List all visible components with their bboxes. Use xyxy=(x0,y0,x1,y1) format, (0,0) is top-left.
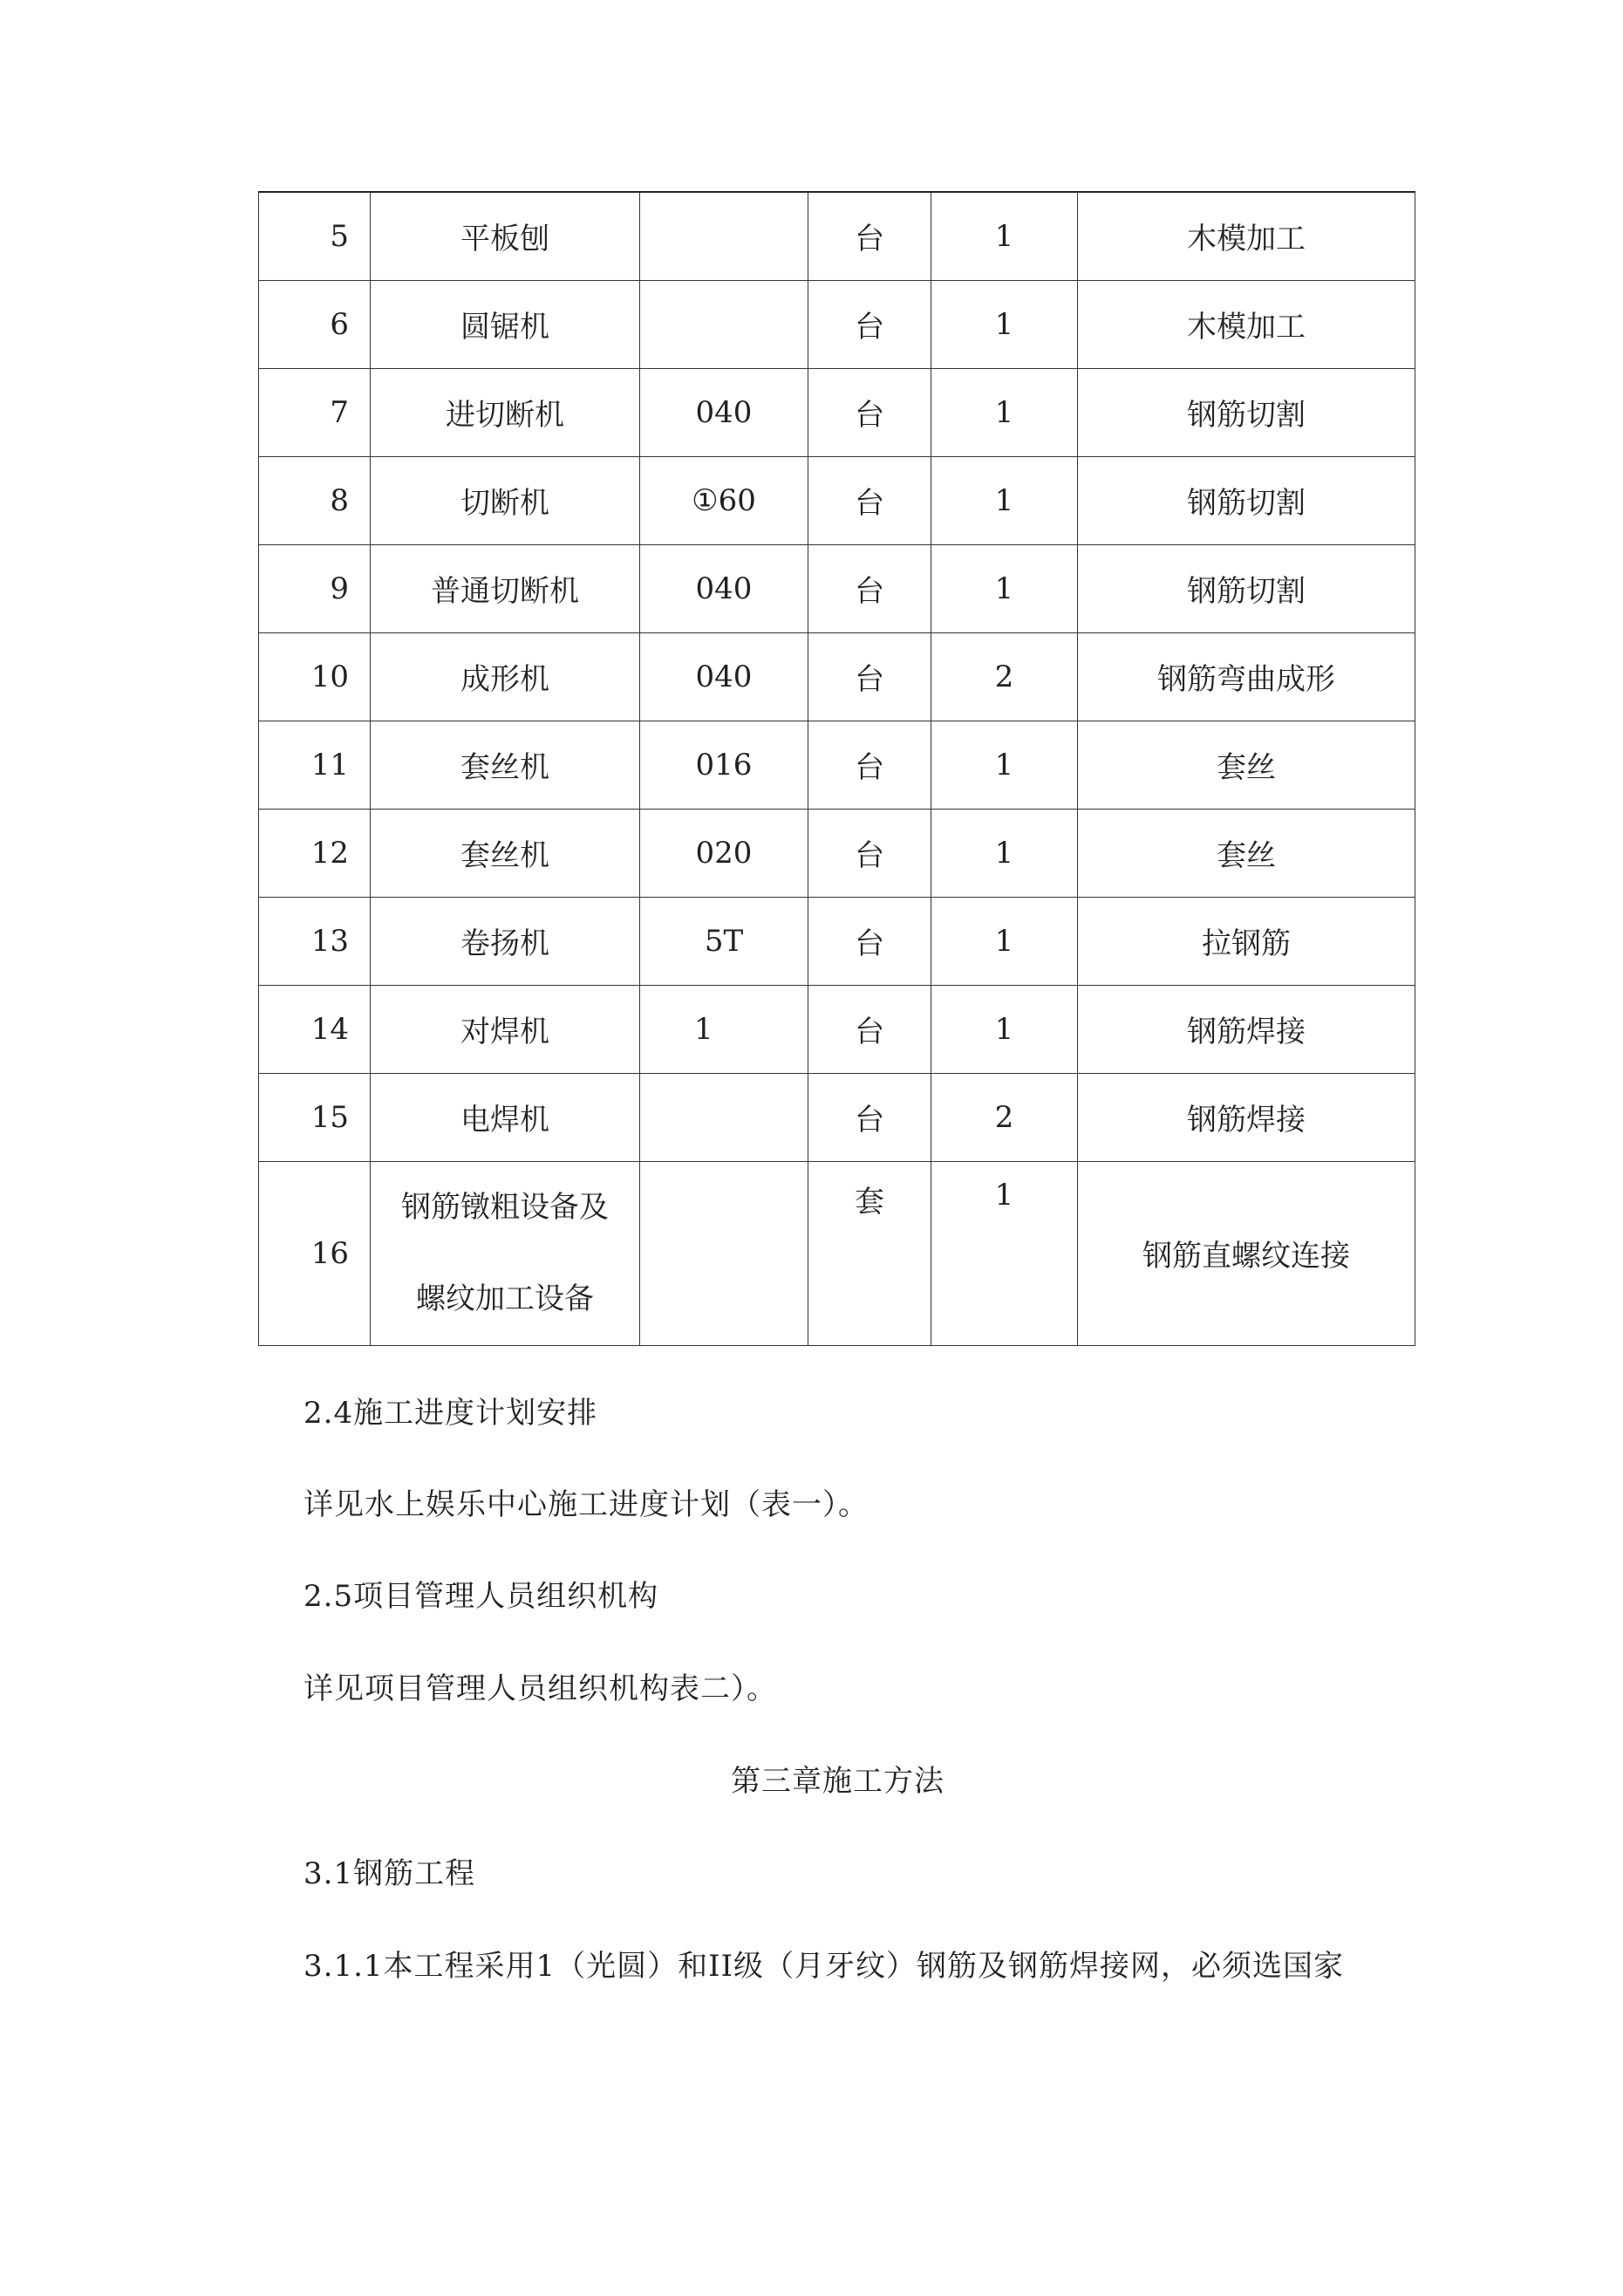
equipment-spec: 040 xyxy=(640,632,808,721)
table-row xyxy=(259,456,1415,544)
row-number: 9 xyxy=(259,544,371,632)
equipment-table-body xyxy=(259,192,1415,1345)
equipment-name: 成形机 xyxy=(371,632,640,721)
row-number: 12 xyxy=(259,809,371,897)
equipment-qty: 1 xyxy=(931,985,1078,1073)
equipment-name-line: 螺纹加工设备 xyxy=(416,1281,594,1316)
equipment-name: 普通切断机 xyxy=(371,544,640,632)
equipment-name: 圆锯机 xyxy=(371,280,640,368)
equipment-use: 钢筋焊接 xyxy=(1078,985,1415,1073)
equipment-use: 木模加工 xyxy=(1078,192,1415,280)
equipment-name-line: 钢筋镦粗设备及 xyxy=(401,1189,609,1225)
equipment-use: 木模加工 xyxy=(1078,280,1415,368)
equipment-name xyxy=(371,1161,640,1345)
table-row xyxy=(259,544,1415,632)
row-number: 8 xyxy=(259,456,371,544)
equipment-qty: 1 xyxy=(931,1161,1078,1345)
row-number: 11 xyxy=(259,721,371,809)
equipment-spec xyxy=(640,1161,808,1345)
equipment-spec: 016 xyxy=(640,721,808,809)
equipment-spec xyxy=(640,280,808,368)
equipment-spec: 1 xyxy=(640,985,808,1073)
equipment-use: 钢筋切割 xyxy=(1078,456,1415,544)
paragraph-3-1-1: 3.1.1本工程采用1（光圆）和II级（月牙纹）钢筋及钢筋焊接网，必须选国家 xyxy=(303,1949,1345,1984)
equipment-spec: 040 xyxy=(640,544,808,632)
table-row xyxy=(259,809,1415,897)
paragraph-2-4: 详见水上娱乐中心施工进度计划（表一）。 xyxy=(303,1487,869,1522)
table-row xyxy=(259,721,1415,809)
equipment-unit: 台 xyxy=(808,192,931,280)
equipment-name: 平板刨 xyxy=(371,192,640,280)
equipment-use: 拉钢筋 xyxy=(1078,897,1415,985)
equipment-unit: 台 xyxy=(808,632,931,721)
row-number: 7 xyxy=(259,368,371,456)
equipment-qty: 1 xyxy=(931,456,1078,544)
equipment-name: 对焊机 xyxy=(371,985,640,1073)
equipment-use: 钢筋焊接 xyxy=(1078,1073,1415,1161)
row-number: 15 xyxy=(259,1073,371,1161)
equipment-unit: 台 xyxy=(808,544,931,632)
table-row xyxy=(259,192,1415,280)
equipment-name: 套丝机 xyxy=(371,721,640,809)
equipment-qty: 1 xyxy=(931,280,1078,368)
equipment-spec: 040 xyxy=(640,368,808,456)
equipment-unit: 台 xyxy=(808,456,931,544)
table-row xyxy=(259,985,1415,1073)
equipment-qty: 1 xyxy=(931,544,1078,632)
equipment-use: 钢筋切割 xyxy=(1078,368,1415,456)
equipment-qty: 1 xyxy=(931,897,1078,985)
table-row xyxy=(259,368,1415,456)
equipment-use: 钢筋切割 xyxy=(1078,544,1415,632)
row-number: 10 xyxy=(259,632,371,721)
equipment-use: 钢筋弯曲成形 xyxy=(1078,632,1415,721)
equipment-name: 套丝机 xyxy=(371,809,640,897)
table-row xyxy=(259,632,1415,721)
equipment-table xyxy=(258,191,1415,1346)
row-number: 6 xyxy=(259,280,371,368)
equipment-unit: 台 xyxy=(808,1073,931,1161)
equipment-unit: 台 xyxy=(808,985,931,1073)
equipment-qty: 2 xyxy=(931,1073,1078,1161)
table-row xyxy=(259,1161,1415,1345)
row-number: 14 xyxy=(259,985,371,1073)
equipment-unit: 台 xyxy=(808,809,931,897)
equipment-name: 电焊机 xyxy=(371,1073,640,1161)
equipment-name: 切断机 xyxy=(371,456,640,544)
paragraph-2-5: 详见项目管理人员组织机构表二）。 xyxy=(303,1671,777,1706)
table-row xyxy=(259,280,1415,368)
equipment-qty: 1 xyxy=(931,721,1078,809)
row-number: 16 xyxy=(259,1161,371,1345)
equipment-use: 钢筋直螺纹连接 xyxy=(1078,1161,1415,1345)
table-row xyxy=(259,897,1415,985)
equipment-spec: 5T xyxy=(640,897,808,985)
equipment-unit: 台 xyxy=(808,368,931,456)
row-number: 13 xyxy=(259,897,371,985)
equipment-use: 套丝 xyxy=(1078,721,1415,809)
chapter-title: 第三章施工方法 xyxy=(731,1764,944,1799)
section-heading-3-1: 3.1钢筋工程 xyxy=(303,1856,476,1891)
equipment-spec xyxy=(640,1073,808,1161)
equipment-unit: 套 xyxy=(808,1161,931,1345)
equipment-unit: 台 xyxy=(808,280,931,368)
equipment-name: 进切断机 xyxy=(371,368,640,456)
section-heading-2-5: 2.5项目管理人员组织机构 xyxy=(303,1579,659,1614)
section-heading-2-4: 2.4施工进度计划安排 xyxy=(303,1396,598,1431)
equipment-name: 卷扬机 xyxy=(371,897,640,985)
equipment-unit: 台 xyxy=(808,721,931,809)
equipment-spec: ①60 xyxy=(640,456,808,544)
equipment-qty: 1 xyxy=(931,192,1078,280)
equipment-unit: 台 xyxy=(808,897,931,985)
equipment-qty: 1 xyxy=(931,368,1078,456)
equipment-qty: 2 xyxy=(931,632,1078,721)
equipment-spec: 020 xyxy=(640,809,808,897)
equipment-use: 套丝 xyxy=(1078,809,1415,897)
equipment-qty: 1 xyxy=(931,809,1078,897)
table-row xyxy=(259,1073,1415,1161)
row-number: 5 xyxy=(259,192,371,280)
equipment-spec xyxy=(640,192,808,280)
